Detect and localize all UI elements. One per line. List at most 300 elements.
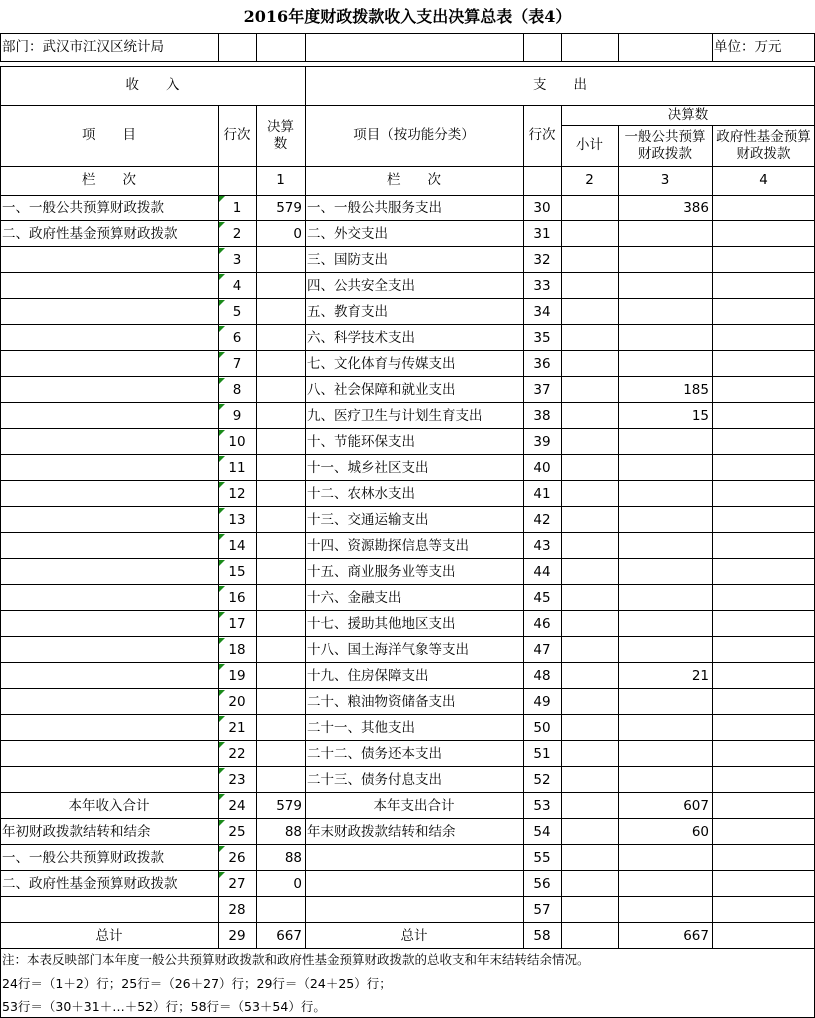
- row-20-ex-fund: [712, 689, 815, 715]
- row-20-in-val: [256, 689, 305, 715]
- row-22-ex-fund: [712, 741, 815, 767]
- row-8-in-val: [256, 377, 305, 403]
- row-15-ex-fund: [712, 559, 815, 585]
- row-27-ex-gen: [618, 871, 712, 897]
- row-25-ex-name: 年末财政拨款结转和结余: [307, 823, 456, 840]
- expense-header: 支 出: [533, 77, 587, 94]
- h-gridline: [0, 740, 815, 741]
- row-2-ex-fund: [712, 221, 815, 247]
- row-23-in-name: [0, 767, 218, 793]
- row-10-ex-no: 39: [533, 433, 551, 450]
- department-label: 部门：武汉市江汉区统计局: [2, 39, 164, 56]
- h-gridline: [0, 33, 815, 34]
- row-21-ex-no: 50: [533, 719, 551, 736]
- h-gridline: [0, 792, 815, 793]
- row-4-in-val: [256, 273, 305, 299]
- h-gridline: [0, 844, 815, 845]
- row-7-ex-fund: [712, 351, 815, 377]
- h-gridline: [0, 428, 815, 429]
- cell-indicator-icon: [219, 326, 225, 332]
- row-22-in-val: [256, 741, 305, 767]
- row-23-ex-gen: [618, 767, 712, 793]
- row-1-ex-fund: [712, 195, 815, 221]
- row-13-ex-name: 十三、交通运输支出: [307, 511, 429, 528]
- row-19-in-val: [256, 663, 305, 689]
- row-16-ex-sub: [561, 585, 618, 611]
- row-4-ex-no: 33: [533, 277, 551, 294]
- row-21-ex-name: 二十一、其他支出: [307, 719, 415, 736]
- cell-indicator-icon: [219, 820, 225, 826]
- cell-indicator-icon: [219, 404, 225, 410]
- h-gridline: [0, 61, 815, 62]
- row-26-ex-gen: [618, 845, 712, 871]
- row-14-in-name: [0, 533, 218, 559]
- cell-indicator-icon: [219, 612, 225, 618]
- row-16-in-name: [0, 585, 218, 611]
- row-5-in-no: 5: [232, 303, 242, 320]
- row-8-in-no: 8: [232, 381, 242, 398]
- v-gridline: [0, 33, 1, 61]
- row-27-in-val: 0: [293, 875, 302, 892]
- row-22-ex-gen: [618, 741, 712, 767]
- cell-indicator-icon: [219, 430, 225, 436]
- row-21-ex-sub: [561, 715, 618, 741]
- row-2-ex-no: 31: [533, 225, 551, 242]
- row-14-ex-name: 十四、资源勘探信息等支出: [307, 537, 469, 554]
- row-9-ex-sub: [561, 403, 618, 429]
- row-17-in-name: [0, 611, 218, 637]
- row-1-ex-sub: [561, 195, 618, 221]
- row-9-in-name: [0, 403, 218, 429]
- row-8-ex-gen: 185: [683, 381, 709, 398]
- expense-final-group-header: 决算数: [667, 106, 709, 123]
- row-2-ex-name: 二、外交支出: [307, 225, 388, 242]
- row-12-ex-name: 十二、农林水支出: [307, 485, 415, 502]
- cell-indicator-icon: [219, 638, 225, 644]
- row-12-in-val: [256, 481, 305, 507]
- row-22-in-name: [0, 741, 218, 767]
- row-8-in-name: [0, 377, 218, 403]
- row-6-ex-gen: [618, 325, 712, 351]
- row-28-in-no: 28: [228, 901, 246, 918]
- row-29-ex-fund: [712, 923, 815, 949]
- row-21-ex-fund: [712, 715, 815, 741]
- row-16-ex-name: 十六、金融支出: [307, 589, 402, 606]
- row-18-ex-fund: [712, 637, 815, 663]
- row-9-ex-fund: [712, 403, 815, 429]
- row-22-in-no: 22: [228, 745, 246, 762]
- row-17-ex-no: 46: [533, 615, 551, 632]
- row-16-ex-gen: [618, 585, 712, 611]
- row-18-in-no: 18: [228, 641, 246, 658]
- row-24-in-name: 本年收入合计: [68, 797, 150, 814]
- h-gridline: [0, 105, 815, 106]
- row-27-ex-fund: [712, 871, 815, 897]
- report-title: 2016年度财政拨款收入支出决算总表（表4）: [243, 7, 572, 27]
- row-5-ex-sub: [561, 299, 618, 325]
- row-19-ex-sub: [561, 663, 618, 689]
- row-10-in-val: [256, 429, 305, 455]
- h-gridline: [0, 818, 815, 819]
- row-25-ex-no: 54: [533, 823, 551, 840]
- row-6-in-name: [0, 325, 218, 351]
- row-2-ex-sub: [561, 221, 618, 247]
- h-gridline: [0, 298, 815, 299]
- h-gridline: [0, 662, 815, 663]
- cell-indicator-icon: [219, 586, 225, 592]
- row-14-in-no: 14: [228, 537, 246, 554]
- row-3-ex-name: 三、国防支出: [307, 251, 388, 268]
- cell-indicator-icon: [219, 534, 225, 540]
- row-10-in-name: [0, 429, 218, 455]
- h-gridline: [0, 195, 815, 196]
- unit-label: 单位：万元: [714, 39, 782, 56]
- row-23-ex-name: 二十三、债务付息支出: [307, 771, 442, 788]
- row-18-ex-no: 47: [533, 641, 551, 658]
- row-29-ex-no: 58: [533, 927, 551, 944]
- cell-indicator-icon: [219, 352, 225, 358]
- row-26-ex-no: 55: [533, 849, 551, 866]
- v-gridline: [256, 105, 257, 949]
- row-8-ex-no: 37: [533, 381, 551, 398]
- row-29-in-val: 667: [276, 927, 302, 944]
- row-24-ex-sub: [561, 793, 618, 819]
- row-29-in-no: 29: [228, 927, 246, 944]
- row-15-ex-name: 十五、商业服务业等支出: [307, 563, 456, 580]
- cell-indicator-icon: [219, 222, 225, 228]
- row-14-in-val: [256, 533, 305, 559]
- h-gridline: [0, 714, 815, 715]
- row-19-ex-fund: [712, 663, 815, 689]
- cell-indicator-icon: [219, 456, 225, 462]
- col-2-label: 2: [585, 172, 594, 189]
- row-7-ex-no: 36: [533, 355, 551, 372]
- row-17-ex-sub: [561, 611, 618, 637]
- row-15-ex-sub: [561, 559, 618, 585]
- row-28-ex-fund: [712, 897, 815, 923]
- row-23-ex-sub: [561, 767, 618, 793]
- row-20-in-name: [0, 689, 218, 715]
- row-29-in-name: 总计: [95, 927, 123, 944]
- row-4-ex-sub: [561, 273, 618, 299]
- row-15-in-val: [256, 559, 305, 585]
- h-gridline: [0, 610, 815, 611]
- row-13-ex-no: 42: [533, 511, 551, 528]
- row-11-ex-name: 十一、城乡社区支出: [307, 459, 429, 476]
- row-27-in-name: 二、政府性基金预算财政拨款: [2, 875, 178, 892]
- row-12-ex-sub: [561, 481, 618, 507]
- h-gridline: [0, 454, 815, 455]
- income-final-header: 决算数: [267, 119, 294, 152]
- row-16-ex-fund: [712, 585, 815, 611]
- row-10-in-no: 10: [228, 433, 246, 450]
- expense-row-no-header: 行次: [528, 127, 556, 144]
- row-19-ex-gen: 21: [691, 667, 709, 684]
- expense-item-header: 项目（按功能分类）: [353, 127, 475, 144]
- h-gridline: [0, 558, 815, 559]
- row-26-in-no: 26: [228, 849, 246, 866]
- row-7-ex-name: 七、文化体育与传媒支出: [307, 355, 456, 372]
- row-13-in-no: 13: [228, 511, 246, 528]
- row-19-ex-name: 十九、住房保障支出: [307, 667, 429, 684]
- row-28-in-name: [0, 897, 218, 923]
- h-gridline: [0, 688, 815, 689]
- row-24-in-val: 579: [276, 797, 302, 814]
- row-19-in-name: [0, 663, 218, 689]
- row-11-ex-gen: [618, 455, 712, 481]
- row-13-ex-gen: [618, 507, 712, 533]
- row-27-ex-name: [305, 871, 523, 897]
- row-3-in-name: [0, 247, 218, 273]
- v-gridline: [0, 66, 1, 949]
- h-gridline: [0, 584, 815, 585]
- row-23-in-val: [256, 767, 305, 793]
- row-7-ex-sub: [561, 351, 618, 377]
- row-3-ex-fund: [712, 247, 815, 273]
- row-25-ex-gen: 60: [691, 823, 709, 840]
- row-12-in-name: [0, 481, 218, 507]
- v-gridline: [305, 33, 306, 61]
- row-6-in-val: [256, 325, 305, 351]
- row-18-ex-gen: [618, 637, 712, 663]
- row-18-ex-name: 十八、国土海洋气象等支出: [307, 641, 469, 658]
- cell-indicator-icon: [219, 716, 225, 722]
- row-9-in-val: [256, 403, 305, 429]
- row-25-in-val: 88: [284, 823, 302, 840]
- row-4-in-name: [0, 273, 218, 299]
- row-9-ex-gen: 15: [691, 407, 709, 424]
- gov-fund-header: 政府性基金预算财政拨款: [716, 129, 811, 162]
- row-22-ex-no: 51: [533, 745, 551, 762]
- subtotal-header: 小计: [576, 137, 603, 154]
- h-gridline: [0, 896, 815, 897]
- row-4-ex-name: 四、公共安全支出: [307, 277, 415, 294]
- cell-indicator-icon: [219, 300, 225, 306]
- row-18-ex-sub: [561, 637, 618, 663]
- row-3-in-no: 3: [232, 251, 242, 268]
- row-1-ex-name: 一、一般公共服务支出: [307, 199, 442, 216]
- row-25-ex-fund: [712, 819, 815, 845]
- h-gridline: [0, 350, 815, 351]
- cell-indicator-icon: [219, 768, 225, 774]
- income-header: 收 入: [125, 77, 180, 94]
- row-3-ex-no: 32: [533, 251, 551, 268]
- row-15-ex-no: 44: [533, 563, 551, 580]
- cell-indicator-icon: [219, 846, 225, 852]
- row-4-in-no: 4: [232, 277, 242, 294]
- row-27-ex-no: 56: [533, 875, 551, 892]
- footnote: 注：本表反映部门本年度一般公共预算财政拨款和政府性基金预算财政拨款的总收支和年末结转结余情况。: [2, 951, 590, 967]
- income-row-no-header: 行次: [223, 127, 251, 144]
- row-2-in-no: 2: [232, 225, 242, 242]
- cell-indicator-icon: [219, 274, 225, 280]
- v-gridline: [712, 33, 713, 61]
- row-13-in-name: [0, 507, 218, 533]
- h-gridline: [0, 402, 815, 403]
- row-8-ex-fund: [712, 377, 815, 403]
- row-12-ex-no: 41: [533, 485, 551, 502]
- row-18-in-val: [256, 637, 305, 663]
- income-item-header: 项 目: [82, 127, 136, 144]
- v-gridline: [305, 66, 306, 949]
- row-16-in-no: 16: [228, 589, 246, 606]
- expense-col-label: 栏 次: [387, 172, 441, 189]
- row-6-ex-fund: [712, 325, 815, 351]
- row-5-ex-no: 34: [533, 303, 551, 320]
- row-11-in-name: [0, 455, 218, 481]
- cell-indicator-icon: [219, 664, 225, 670]
- row-26-ex-name: [305, 845, 523, 871]
- row-27-in-no: 27: [228, 875, 246, 892]
- v-gridline: [561, 33, 562, 61]
- row-14-ex-no: 43: [533, 537, 551, 554]
- row-27-ex-sub: [561, 871, 618, 897]
- row-1-ex-gen: 386: [683, 199, 709, 216]
- row-9-ex-name: 九、医疗卫生与计划生育支出: [307, 407, 483, 424]
- v-gridline: [523, 33, 524, 61]
- row-10-ex-gen: [618, 429, 712, 455]
- h-gridline: [0, 66, 815, 67]
- row-23-ex-fund: [712, 767, 815, 793]
- row-5-in-val: [256, 299, 305, 325]
- row-7-in-val: [256, 351, 305, 377]
- row-28-in-val: [256, 897, 305, 923]
- row-21-in-val: [256, 715, 305, 741]
- row-26-in-name: 一、一般公共预算财政拨款: [2, 849, 164, 866]
- row-11-ex-sub: [561, 455, 618, 481]
- row-16-in-val: [256, 585, 305, 611]
- row-13-in-val: [256, 507, 305, 533]
- row-5-in-name: [0, 299, 218, 325]
- col-1-label: 1: [276, 172, 285, 189]
- h-gridline: [561, 125, 815, 126]
- v-gridline: [618, 33, 619, 61]
- row-9-ex-no: 38: [533, 407, 551, 424]
- row-28-ex-gen: [618, 897, 712, 923]
- general-public-header: 一般公共预算财政拨款: [624, 129, 706, 162]
- cell-indicator-icon: [219, 742, 225, 748]
- row-22-ex-sub: [561, 741, 618, 767]
- v-gridline: [256, 33, 257, 61]
- row-25-in-no: 25: [228, 823, 246, 840]
- row-22-ex-name: 二十二、债务还本支出: [307, 745, 442, 762]
- row-13-ex-sub: [561, 507, 618, 533]
- row-24-in-no: 24: [228, 797, 246, 814]
- row-3-ex-gen: [618, 247, 712, 273]
- row-20-ex-name: 二十、粮油物资储备支出: [307, 693, 456, 710]
- cell-indicator-icon: [219, 196, 225, 202]
- row-28-ex-sub: [561, 897, 618, 923]
- row-24-ex-name: 本年支出合计: [373, 797, 455, 814]
- row-15-in-name: [0, 559, 218, 585]
- row-11-ex-fund: [712, 455, 815, 481]
- row-12-ex-fund: [712, 481, 815, 507]
- row-25-in-name: 年初财政拨款结转和结余: [2, 823, 151, 840]
- h-gridline: [0, 324, 815, 325]
- row-15-in-no: 15: [228, 563, 246, 580]
- row-26-ex-sub: [561, 845, 618, 871]
- h-gridline: [0, 272, 815, 273]
- v-gridline: [618, 125, 619, 949]
- v-gridline: [218, 105, 219, 949]
- row-6-ex-name: 六、科学技术支出: [307, 329, 415, 346]
- row-2-in-val: 0: [293, 225, 302, 242]
- row-18-in-name: [0, 637, 218, 663]
- h-gridline: [0, 376, 815, 377]
- row-12-ex-gen: [618, 481, 712, 507]
- cell-indicator-icon: [219, 248, 225, 254]
- h-gridline: [0, 766, 815, 767]
- row-20-ex-gen: [618, 689, 712, 715]
- row-1-in-val: 579: [276, 199, 302, 216]
- row-20-ex-sub: [561, 689, 618, 715]
- row-6-ex-no: 35: [533, 329, 551, 346]
- v-gridline: [561, 105, 562, 949]
- row-10-ex-name: 十、节能环保支出: [307, 433, 415, 450]
- row-7-ex-gen: [618, 351, 712, 377]
- h-gridline: [0, 506, 815, 507]
- row-4-ex-gen: [618, 273, 712, 299]
- row-7-in-name: [0, 351, 218, 377]
- v-gridline: [523, 105, 524, 949]
- cell-indicator-icon: [219, 560, 225, 566]
- h-gridline: [0, 166, 815, 167]
- formula-note-1: 24行＝（1＋2）行；25行＝（26＋27）行；29行＝（24＋25）行；: [2, 975, 392, 991]
- row-3-in-val: [256, 247, 305, 273]
- row-13-ex-fund: [712, 507, 815, 533]
- row-19-in-no: 19: [228, 667, 246, 684]
- row-24-ex-no: 53: [533, 797, 551, 814]
- cell-indicator-icon: [219, 872, 225, 878]
- row-17-in-val: [256, 611, 305, 637]
- row-28-ex-no: 57: [533, 901, 551, 918]
- row-17-ex-gen: [618, 611, 712, 637]
- v-gridline: [218, 33, 219, 61]
- row-14-ex-gen: [618, 533, 712, 559]
- income-col-label: 栏 次: [82, 172, 136, 189]
- row-3-ex-sub: [561, 247, 618, 273]
- cell-indicator-icon: [219, 794, 225, 800]
- row-12-in-no: 12: [228, 485, 246, 502]
- row-2-in-name: 二、政府性基金预算财政拨款: [2, 225, 178, 242]
- row-17-ex-fund: [712, 611, 815, 637]
- cell-indicator-icon: [219, 482, 225, 488]
- h-gridline: [0, 922, 815, 923]
- row-23-in-no: 23: [228, 771, 246, 788]
- row-23-ex-no: 52: [533, 771, 551, 788]
- row-1-in-no: 1: [232, 199, 242, 216]
- row-19-ex-no: 48: [533, 667, 551, 684]
- row-4-ex-fund: [712, 273, 815, 299]
- row-26-in-val: 88: [284, 849, 302, 866]
- row-6-in-no: 6: [232, 329, 242, 346]
- row-20-ex-no: 49: [533, 693, 551, 710]
- row-6-ex-sub: [561, 325, 618, 351]
- row-11-in-no: 11: [228, 459, 246, 476]
- row-29-ex-gen: 667: [683, 927, 709, 944]
- row-9-in-no: 9: [232, 407, 242, 424]
- row-1-ex-no: 30: [533, 199, 551, 216]
- h-gridline: [0, 480, 815, 481]
- h-gridline: [0, 532, 815, 533]
- col-4-label: 4: [759, 172, 768, 189]
- col-3-label: 3: [660, 172, 670, 189]
- formula-note-2: 53行＝（30＋31＋…＋52）行；58行＝（53＋54）行。: [2, 999, 326, 1014]
- row-8-ex-name: 八、社会保障和就业支出: [307, 381, 456, 398]
- row-10-ex-fund: [712, 429, 815, 455]
- h-gridline: [0, 870, 815, 871]
- h-gridline: [0, 220, 815, 221]
